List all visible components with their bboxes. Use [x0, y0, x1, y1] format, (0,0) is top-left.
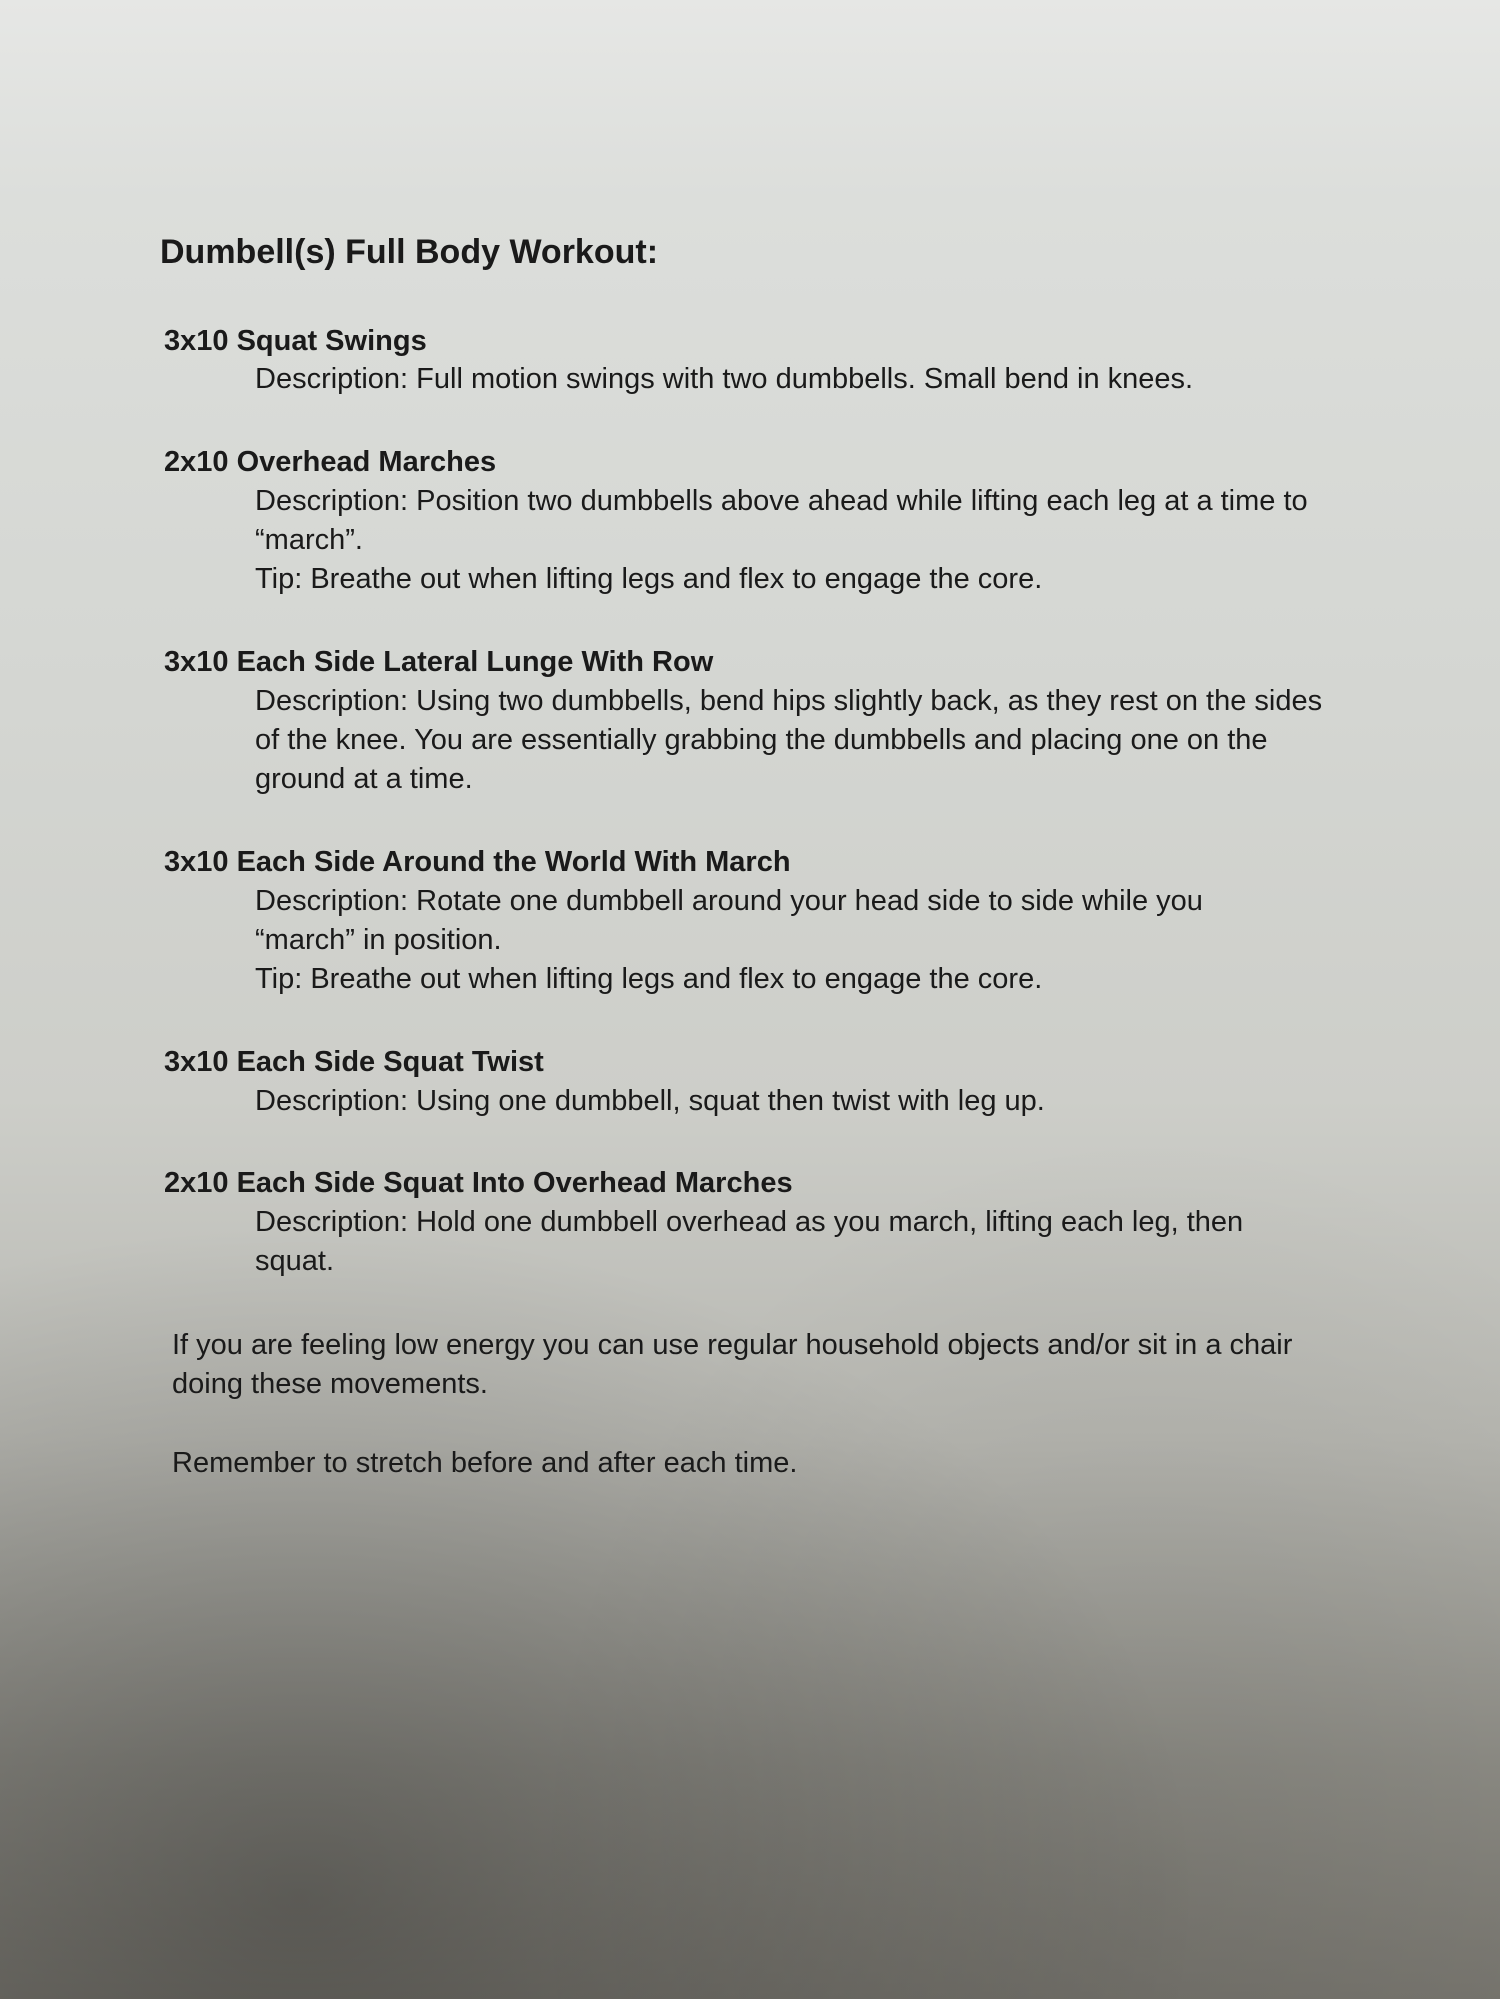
exercise-squat-twist: [164, 1044, 1350, 1121]
document-title: Dumbell(s) Full Body Workout:: [160, 233, 659, 271]
exercise-description: Description: Position two dumbbells above ahead while lifting each leg at a time to “march”.: [255, 484, 1308, 557]
exercise-description: Description: Using two dumbbells, bend hips slightly back, as they rest on the sides of the knee. You are essentially grabbing the dumbbells and placing one on the ground at a time.: [255, 684, 1323, 796]
exercise-tip: Tip: Breathe out when lifting legs and flex to engage the core.: [255, 563, 1043, 596]
exercise-description: Description: Using one dumbbell, squat then twist with leg up.: [255, 1084, 1045, 1117]
stretch-reminder: Remember to stretch before and after each time.: [172, 1447, 798, 1480]
exercise-overhead-marches: [164, 444, 1350, 600]
exercise-squat-into-overhead-marches: [164, 1165, 1350, 1282]
exercise-tip: Tip: Breathe out when lifting legs and flex to engage the core.: [255, 963, 1043, 996]
exercise-squat-swings: [164, 323, 1350, 400]
exercise-description: Description: Full motion swings with two dumbbells. Small bend in knees.: [255, 363, 1194, 396]
exercise-title: 3x10 Each Side Lateral Lunge With Row: [164, 645, 714, 678]
exercise-description: Description: Rotate one dumbbell around your head side to side while you “march” in position.: [255, 884, 1203, 957]
exercise-title: 2x10 Each Side Squat Into Overhead Marches: [164, 1167, 793, 1200]
exercise-description: Description: Hold one dumbbell overhead as you march, lifting each leg, then squat.: [255, 1205, 1244, 1278]
document-body: [160, 232, 1350, 1484]
exercise-title: 3x10 Each Side Around the World With March: [164, 845, 791, 878]
exercise-title: 3x10 Each Side Squat Twist: [164, 1045, 544, 1078]
exercise-around-the-world-with-march: [164, 844, 1350, 1000]
exercise-lateral-lunge-with-row: [164, 644, 1350, 800]
exercise-title: 2x10 Overhead Marches: [164, 445, 497, 478]
low-energy-note: If you are feeling low energy you can use regular household objects and/or sit in a chair doing these movements.: [172, 1328, 1293, 1401]
exercise-title: 3x10 Squat Swings: [164, 324, 427, 357]
